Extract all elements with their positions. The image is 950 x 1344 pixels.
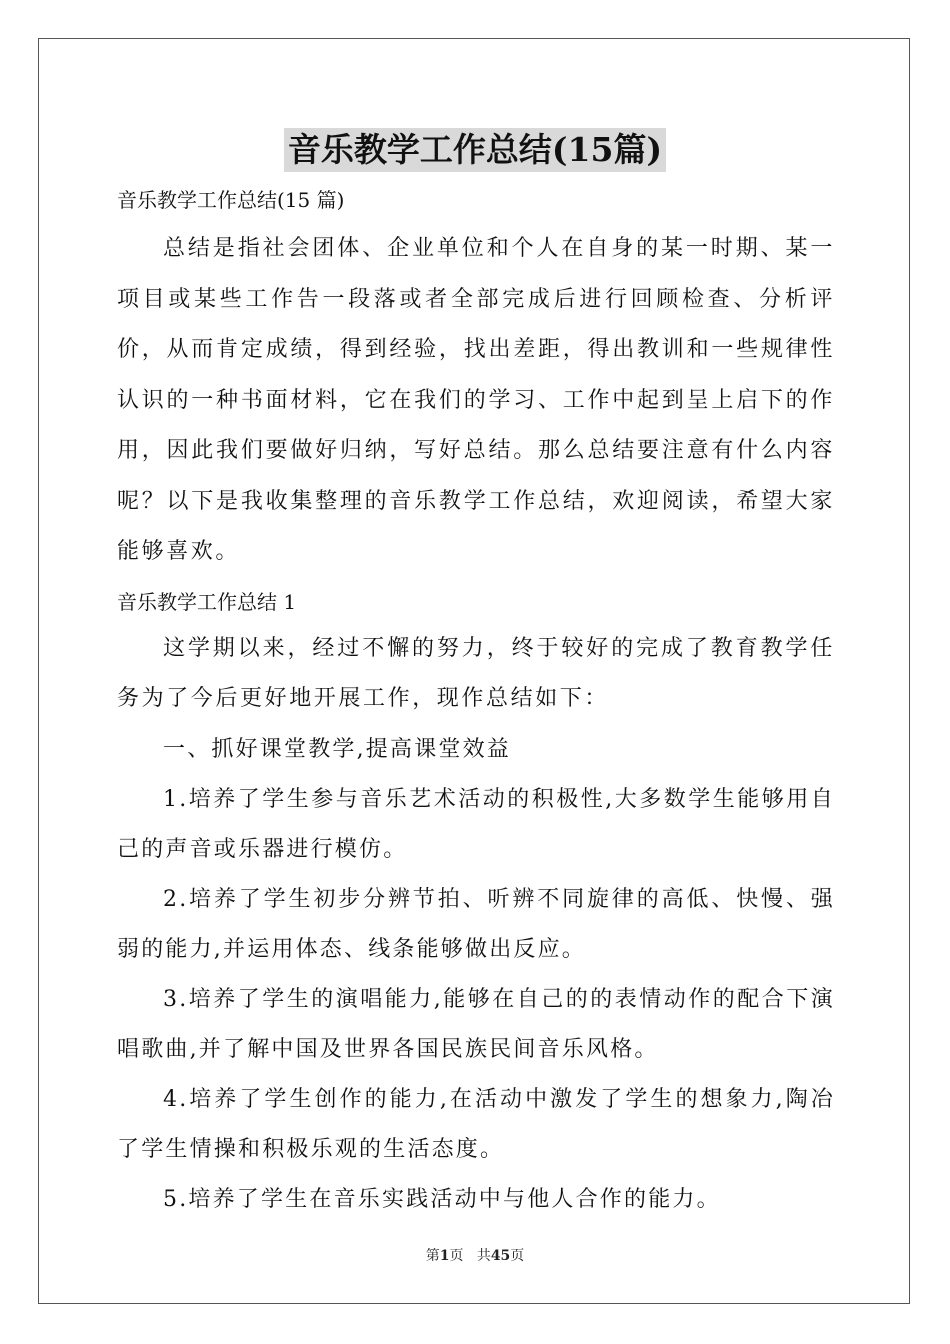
page-current: 1 — [439, 1248, 450, 1264]
document-subtitle: 音乐教学工作总结(15 篇) — [117, 188, 345, 212]
total-suffix: 页 — [510, 1248, 525, 1264]
page-footer — [0, 1245, 950, 1265]
page-total: 45 — [490, 1248, 511, 1264]
section-heading: 音乐教学工作总结 1 — [117, 589, 297, 614]
list-item: 1.培养了学生参与音乐艺术活动的积极性,大多数学生能够用自己的声音或乐器进行模仿。 — [117, 786, 835, 862]
list-item: 2.培养了学生初步分辨节拍、听辨不同旋律的高低、快慢、强弱的能力,并运用体态、线条能够做出反应。 — [117, 886, 835, 962]
list-item: 4.培养了学生创作的能力,在活动中激发了学生的想象力,陶冶了学生情操和积极乐观的生活态度。 — [117, 1086, 835, 1162]
document-title: 音乐教学工作总结(15篇) — [284, 128, 666, 172]
intro-paragraph: 总结是指社会团体、企业单位和个人在自身的某一时期、某一项目或某些工作告一段落或者全部完成后进行回顾检查、分析评价，从而肯定成绩，得到经验，找出差距，得出教训和一些规律性认识的一种书面材料，它在我们的学习、工作中起到呈上启下的作用，因此我们要做好归纳，写好总结。那么总结要注意有什么内容呢？以下是我收集整理的音乐教学工作总结，欢迎阅读，希望大家能够喜欢。 — [117, 236, 835, 564]
total-prefix: 共 — [476, 1248, 491, 1264]
page-suffix: 页 — [449, 1248, 464, 1264]
subheading: 一、抓好课堂教学,提高课堂效益 — [163, 736, 511, 762]
page-prefix: 第 — [425, 1248, 440, 1264]
title-wrap — [0, 128, 950, 172]
section-intro-paragraph: 这学期以来，经过不懈的努力，终于较好的完成了教育教学任务为了今后更好地开展工作，现作总结如下： — [117, 635, 835, 711]
list-item: 5.培养了学生在音乐实践活动中与他人合作的能力。 — [163, 1186, 721, 1212]
list-item: 3.培养了学生的演唱能力,能够在自己的的表情动作的配合下演唱歌曲,并了解中国及世界各国民族民间音乐风格。 — [117, 986, 835, 1062]
document-body — [117, 180, 835, 1225]
